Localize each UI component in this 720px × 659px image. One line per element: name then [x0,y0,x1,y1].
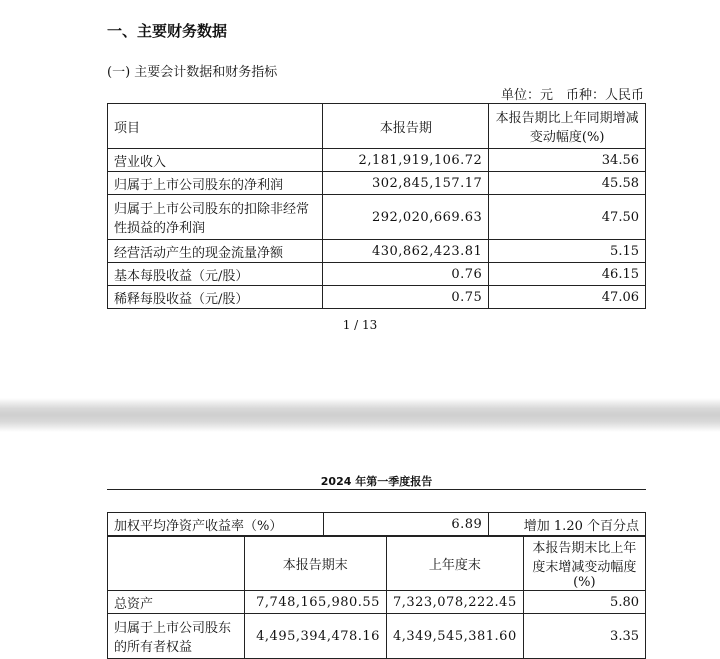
row-change: 47.06 [489,286,646,309]
page-break-separator [0,398,720,432]
table-row [108,195,646,240]
table-row [108,614,646,659]
row-change: 增加 1.20 个百分点 [489,513,646,536]
table-row [108,263,646,286]
table-row [108,240,646,263]
row-item: 加权平均净资产收益率（%） [108,513,324,536]
row-item: 稀释每股收益（元/股） [108,286,323,309]
unit-currency-line: 单位：元 币种：人民币 [500,88,644,103]
table-header-row [108,104,646,149]
row-item: 基本每股收益（元/股） [108,263,323,286]
row-value: 430,862,423.81 [323,240,489,263]
row-change: 5.80 [523,591,645,614]
section-title: 一、主要财务数据 [107,22,228,40]
row-change: 34.56 [489,149,646,172]
balance-sheet-table [107,536,646,659]
table-row [108,591,646,614]
header-change: 本报告期比上年同期增减变动幅度(%) [489,104,646,149]
row-value: 0.75 [323,286,489,309]
table-row [108,172,646,195]
row-value: 292,020,669.63 [323,195,489,240]
row-value: 2,181,919,106.72 [323,149,489,172]
row-item: 经营活动产生的现金流量净额 [108,240,323,263]
row-value: 302,845,157.17 [323,172,489,195]
row-item: 归属于上市公司股东的扣除非经常性损益的净利润 [108,195,323,240]
header-period-end: 本报告期末 [244,537,386,591]
sub-title: (一) 主要会计数据和财务指标 [107,65,278,80]
row-item: 归属于上市公司股东的净利润 [108,172,323,195]
table-row [108,286,646,309]
header-current-period: 本报告期 [323,104,489,149]
header-change: 本报告期末比上年度末增减变动幅度(%) [523,537,645,591]
row-prior: 7,323,078,222.45 [386,591,523,614]
roe-table [107,512,646,536]
row-change: 3.35 [523,614,645,659]
row-value: 0.76 [323,263,489,286]
row-item: 总资产 [108,591,245,614]
row-change: 47.50 [489,195,646,240]
page-number: 1 / 13 [342,318,378,332]
header-item [108,537,245,591]
header-rule [107,489,646,490]
table-header-row [108,537,646,591]
row-change: 45.58 [489,172,646,195]
row-prior: 4,349,545,381.60 [386,614,523,659]
table-row [108,149,646,172]
report-header: 2024 年第一季度报告 [320,475,433,488]
row-item: 营业收入 [108,149,323,172]
header-item: 项目 [108,104,323,149]
row-value: 6.89 [323,513,489,536]
header-prior-year-end: 上年度末 [386,537,523,591]
table-row [108,513,646,536]
row-item: 归属于上市公司股东的所有者权益 [108,614,245,659]
key-financial-data-table [107,103,646,309]
row-current: 7,748,165,980.55 [244,591,386,614]
row-current: 4,495,394,478.16 [244,614,386,659]
row-change: 46.15 [489,263,646,286]
row-change: 5.15 [489,240,646,263]
